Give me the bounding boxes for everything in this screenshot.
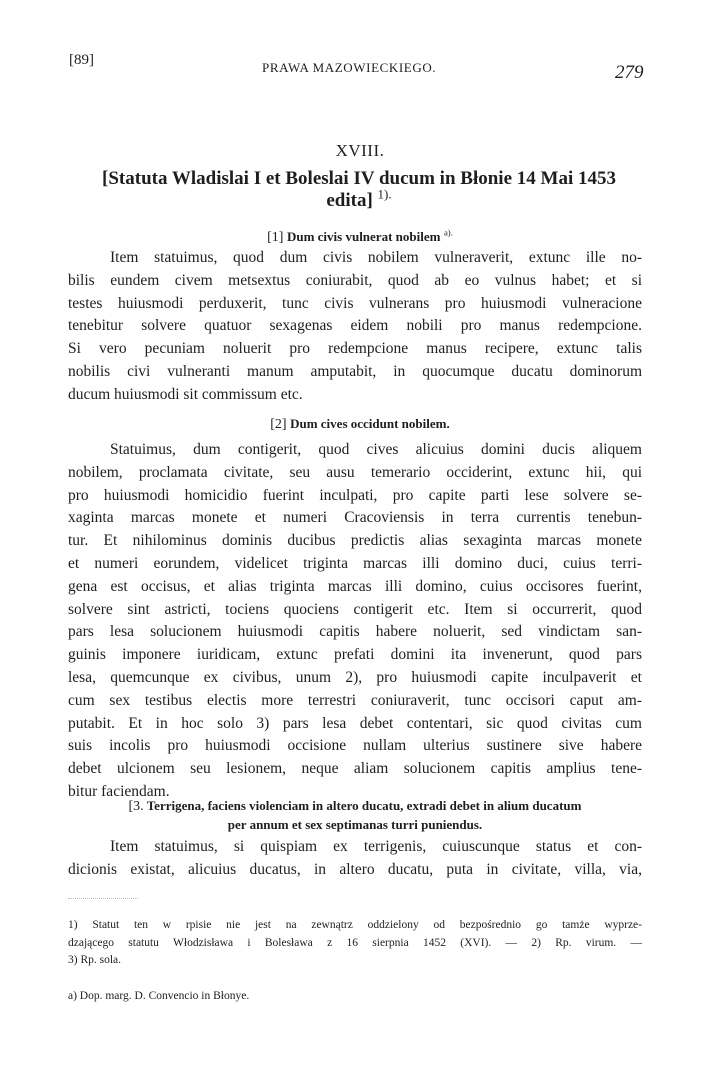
footnote-separator <box>68 898 138 899</box>
article-1-heading-text: Dum civis vulnerat nobilem <box>286 229 441 244</box>
text-line: nobilis civi vulneranti manum amputabit, in quocumque ducatu dominorum <box>68 362 642 380</box>
text-line: suis incolis pro huiusmodi occisione nullam ulterius sustinere sive habere <box>68 737 642 755</box>
section-title-footnote-ref: 1). <box>377 186 392 202</box>
article-3-number: [3. <box>128 799 144 814</box>
article-3-heading-line2: per annum et sex septimanas turri puniendus. <box>227 817 483 832</box>
section-title-line2: edita] <box>326 190 373 211</box>
text-line: pro huiusmodi homicidio fuerint inculpati, pro capite parti lese solvere se- <box>68 486 642 504</box>
article-2-body <box>68 439 642 804</box>
article-1-heading <box>0 229 720 246</box>
text-line: solvere sint astricti, tociens quociens contigerit etc. Item si occurrerit, quod <box>68 600 642 618</box>
text-line: dicionis existat, alicuius ducatus, in altero ducatu, puta in civitate, villa, via, <box>68 860 642 878</box>
article-1-number: [1] <box>267 230 284 245</box>
text-line: Si vero pecuniam noluerit pro redempcione manus recipere, extunc talis <box>68 340 642 358</box>
text-line: nobilem, proclamata civitate, seu ausu temerario occiderint, extunc hii, qui <box>68 463 642 481</box>
text-line: Item statuimus, quod dum civis nobilem vulneraverit, extunc ille no- <box>110 249 642 266</box>
text-line: debet ulcionem seu lesionem, neque aliam solucionem capitis amplius tene- <box>68 760 642 778</box>
text-line: guinis imponere iuridicam, extunc prefati domini ita invenerunt, quod pars <box>68 646 642 664</box>
text-line: et numeri eorundem, videlicet triginta marcas illi domino duci, cuius terri- <box>68 554 642 572</box>
text-line: pars lesa solucionem huiusmodi capitis habere noluerit, sed vindictam san- <box>68 623 642 641</box>
text-line: testes huiusmodi perduxerit, tunc civis vulnerans pro huiusmodi vulneracione <box>68 294 642 312</box>
text-line: putabit. Et in hoc solo 3) pars lesa debet contentari, sic quod civitas cum <box>68 714 642 732</box>
footnotes-numbered <box>68 917 642 970</box>
text-line: bitur faciendam. <box>68 782 170 800</box>
text-line: cum sex testibus electis more terrestri coniuraverit, tunc occisori caput am- <box>68 691 642 709</box>
article-3-heading <box>68 797 642 834</box>
article-1-body <box>68 247 642 407</box>
text-line: tur. Et nihilominus dominis ducibus predictis alias sexaginta marcas monete <box>68 532 642 550</box>
article-3-heading-line1: Terrigena, faciens violenciam in altero ducatu, extradi debet in alium ducatum <box>146 798 582 813</box>
section-title-line1: [Statuta Wladislai I et Boleslai IV ducum in Błonie 14 Mai 1453 <box>102 168 616 189</box>
section-number: XVIII. <box>335 141 385 160</box>
page-header-bracket-number: [89] <box>69 52 94 68</box>
footnote-line: a) Dop. marg. D. Convencio in Błonye. <box>68 990 250 1002</box>
article-3-body <box>68 836 642 882</box>
running-header-title: PRAWA MAZOWIECKIEGO. <box>262 60 437 75</box>
text-line: lesa, quemcunque ex civibus, unum 2), pro huiusmodi capite inculpaverit et <box>68 668 642 686</box>
text-line: gena est occisus, et alias triginta marcas illi domino, cuius occisores fuerint, <box>68 577 642 595</box>
page-number: 279 <box>615 62 644 83</box>
footnote-line: dzającego statutu Włodzisława i Bolesława z 16 sierpnia 1452 (XVI). — 2) Rp. virum. — <box>68 936 642 949</box>
article-2-number: [2] <box>270 417 287 432</box>
text-line: Statuimus, dum contigerit, quod cives alicuius domini ducis aliquem <box>110 441 642 458</box>
article-2-heading-text: Dum cives occidunt nobilem. <box>290 416 450 431</box>
text-line: bilis eundem civem metsextus coniurabit, quod ab eo vulnus habet; et si <box>68 271 642 289</box>
text-line: xaginta marcas monete et numeri Cracoviensis in terra currentis tenebun- <box>68 509 642 527</box>
footnote-line: 3) Rp. sola. <box>68 954 122 966</box>
article-2-heading <box>0 416 720 433</box>
text-line: tenebitur solvere quatuor sexagenas eidem nobili pro manus redempcione. <box>68 317 642 335</box>
text-line: ducum huiusmodi sit commissum etc. <box>68 385 303 403</box>
text-line: Item statuimus, si quispiam ex terrigenis, cuiuscunque status et con- <box>110 838 642 855</box>
footnote-lettered <box>68 988 642 1006</box>
footnote-line: 1) Statut ten w rpisie nie jest na zewnątrz oddzielony od bezpośrednio go tamże wyprze- <box>68 919 642 931</box>
section-title <box>60 168 658 212</box>
article-1-heading-note: a). <box>443 227 453 238</box>
